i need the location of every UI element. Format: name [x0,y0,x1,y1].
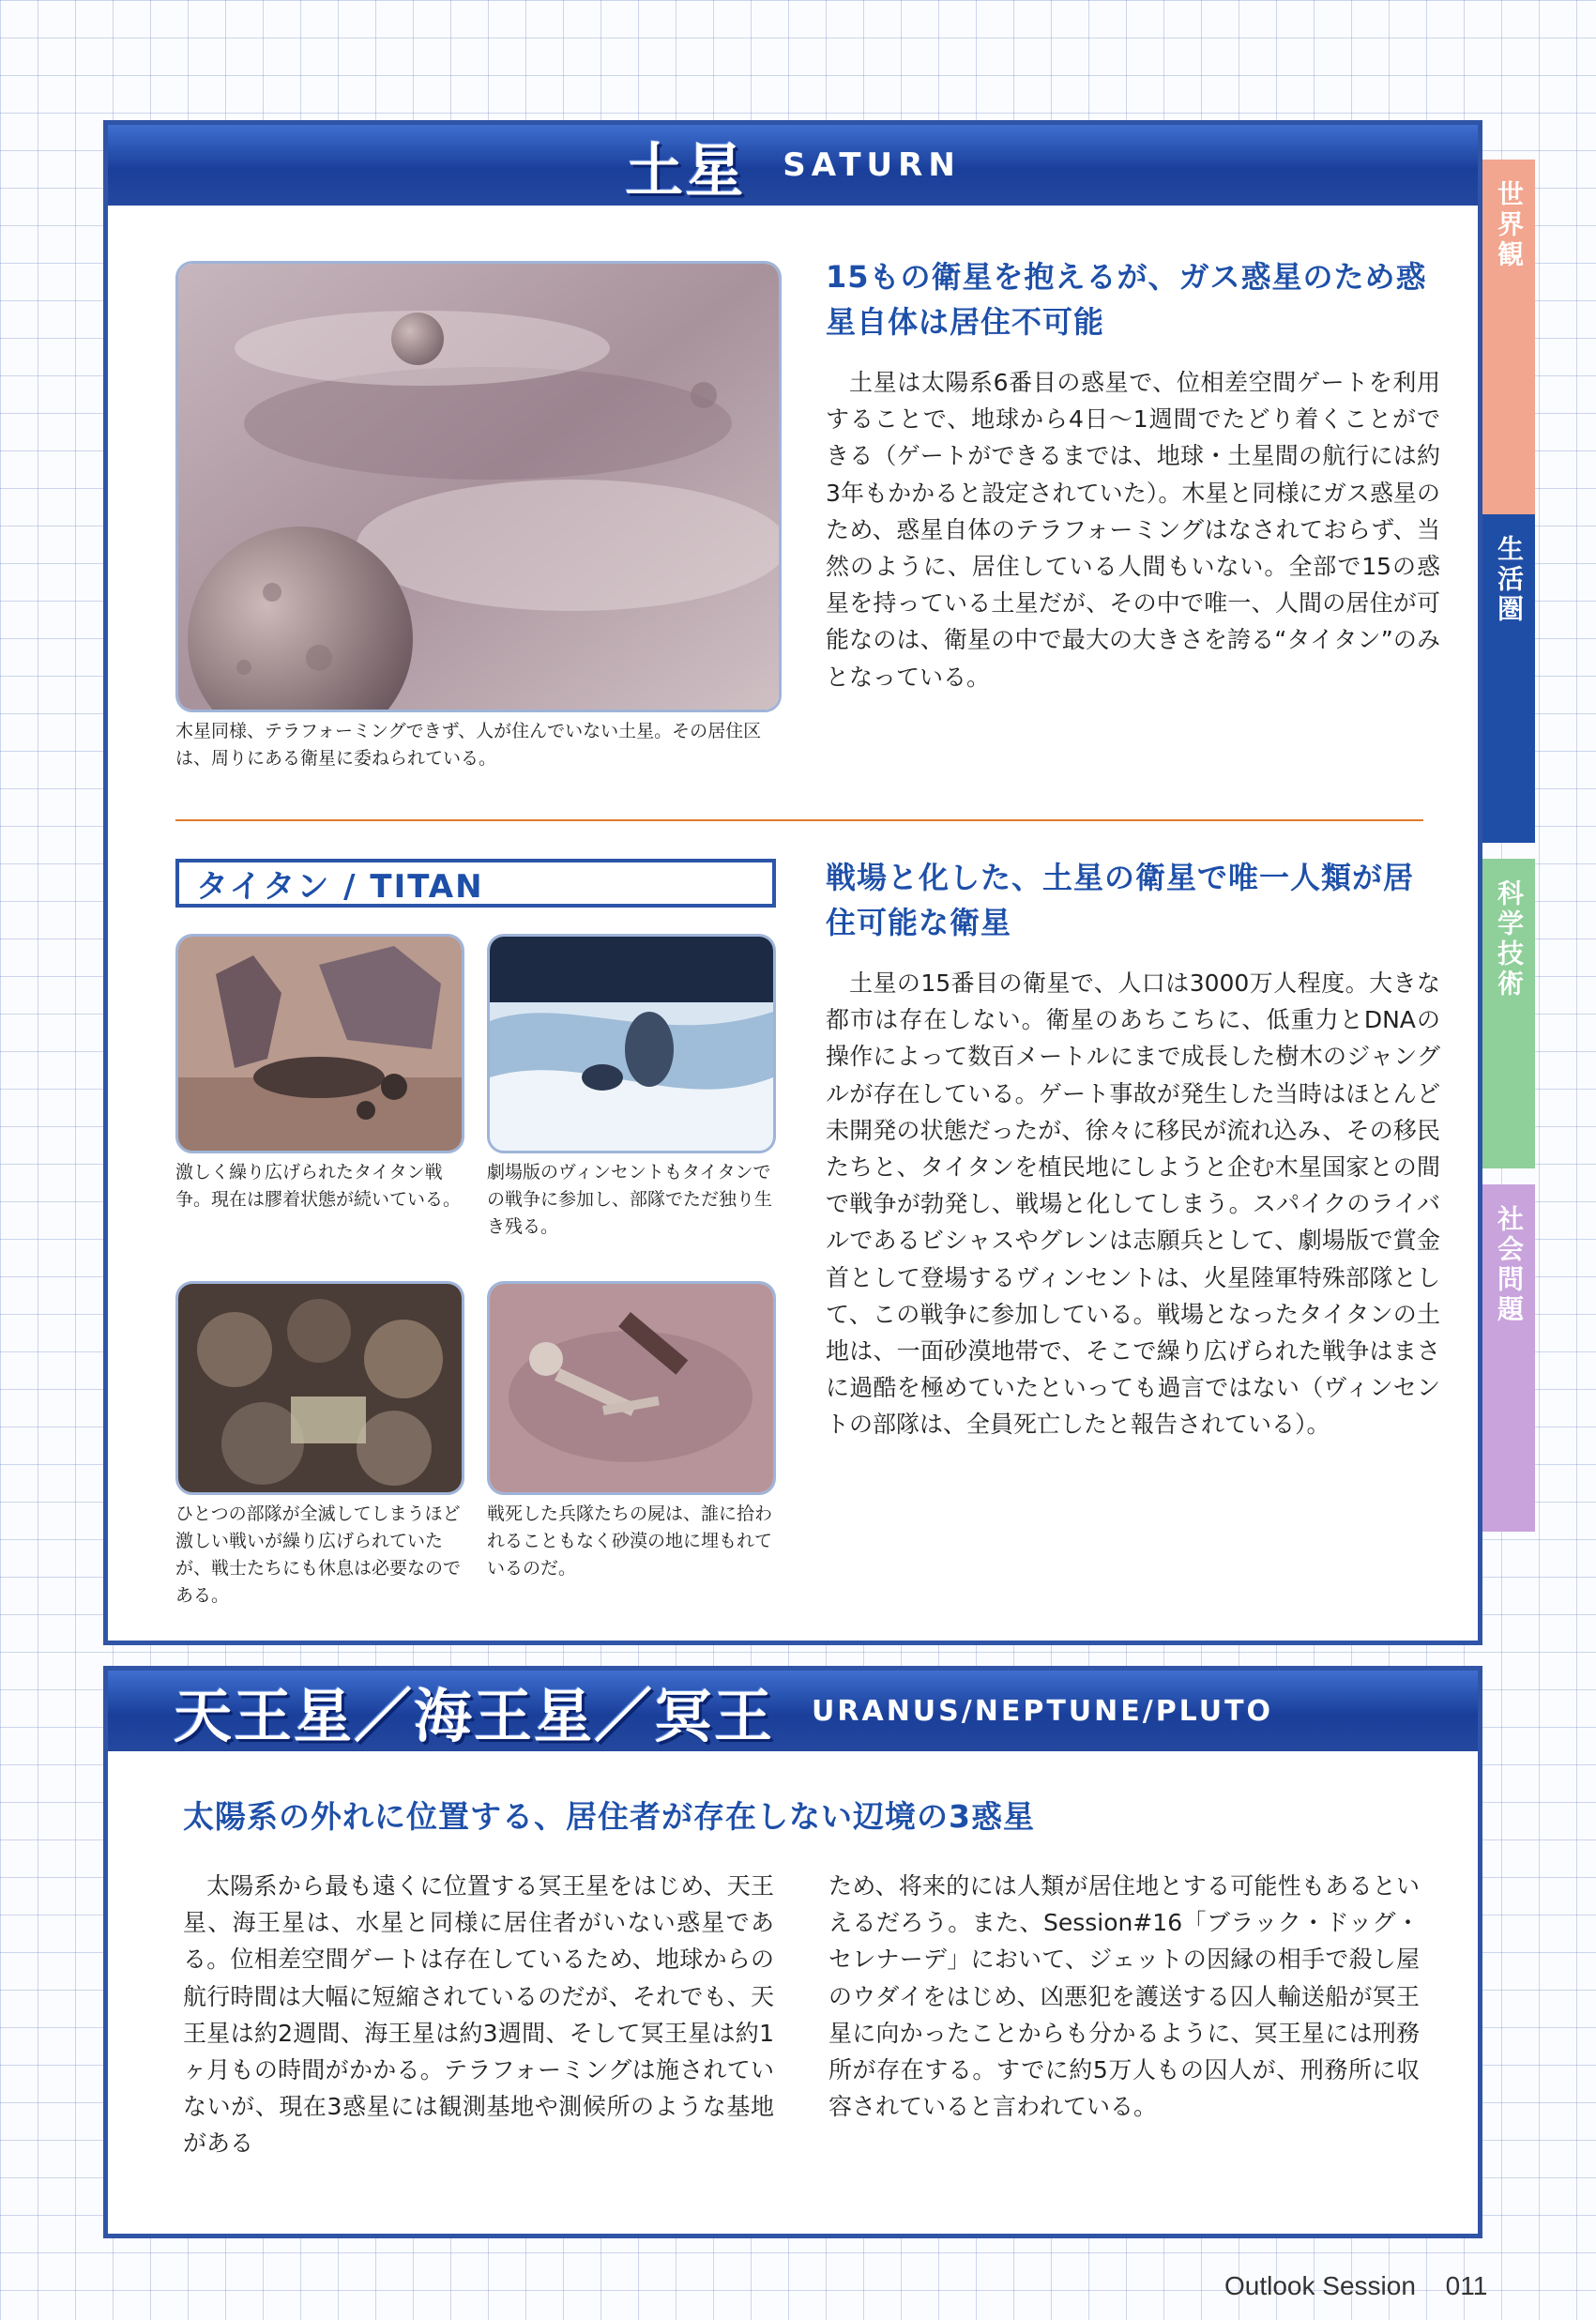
side-tab-worldview[interactable] [1482,160,1535,526]
footer-label: Outlook Session [1224,2271,1416,2300]
skeleton-illustration [490,1284,773,1492]
titan-caption-2: 劇場版のヴィンセントもタイタンでの戦争に参加し、部隊でただ独り生き残る。 [487,1162,773,1237]
outer-planets-title: 天王星／海王星／冥王 [174,1681,775,1750]
side-tab-society[interactable] [1482,1184,1535,1532]
saturn-illustration [178,264,779,710]
battlefield-illustration [178,937,462,1151]
outer-planets-title-en: URANUS/NEPTUNE/PLUTO [812,1694,1274,1728]
side-tab-label: 社会問題 [1494,1205,1525,1325]
titan-caption-3: ひとつの部隊が全滅してしまうほど激しい戦いが繰り広げられていたが、戦士たちにも休息は必要なのである。 [175,1503,462,1606]
outer-planets-body-left: 太陽系から最も遠くに位置する冥王星をはじめ、天王星、海王星は、水星と同様に居住者がいない惑星である。位相差空間ゲートは存在しているため、地球からの航行時間は大幅に短縮されているのだが、それでも、天王星は約2週間、海王星は約3週間、そして冥王星は約1ヶ月もの時間がかかる。テラフォーミングは施されていないが、現在3惑星には観測基地や測候所のような基地がある [183,1872,774,2158]
side-tab-science[interactable] [1482,859,1535,1168]
side-tab-label: 世界観 [1494,180,1525,270]
titan-photo-3 [175,1281,464,1495]
saturn-photo [175,261,782,712]
saturn-heading: 15もの衛星を抱えるが、ガス惑星のため惑星自体は居住不可能 [826,259,1427,340]
side-tab-living-sphere[interactable] [1482,514,1535,843]
saturn-photo-caption: 木星同様、テラフォーミングできず、人が住んでいない土星。その居住区は、周りにある衛星に委ねられている。 [175,721,762,769]
titan-photo-4 [487,1281,776,1495]
outer-planets-banner [108,1671,1478,1751]
saturn-title-en: SATURN [783,146,961,184]
saturn-panel [103,120,1482,1645]
titan-photo-2 [487,934,776,1153]
saturn-body: 土星は太陽系6番目の惑星で、位相差空間ゲートを利用することで、地球から4日〜1週間でたどり着くことができる（ゲートができるまでは、地球・土星間の航行には約3年もかかると設定されていた）。木星と同様にガス惑星のため、惑星自体のテラフォーミングはなされておらず、当然のように、居住している人間もいない。全部で15の惑星を持っている土星だが、その中で唯一、人間の居住が可能なのは、衛星の中で最大の大きさを誇る“タイタン”のみとなっている。 [826,369,1440,691]
snowfield-illustration [490,937,773,1151]
titan-body: 土星の15番目の衛星で、人口は3000万人程度。大きな都市は存在しない。衛星のあちこちに、低重力とDNAの操作によって数百メートルにまで成長した樹木のジャングルが存在している。ゲート事故が発生した当時はほとんど未開発の状態だったが、徐々に移民が流れ込み、その移民たちと、タイタンを植民地にしようと企む木星国家との間で戦争が勃発し、戦場と化してしまう。スパイクのライバルであるビシャスやグレンは志願兵として、劇場版で賞金首として登場するヴィンセントは、火星陸軍特殊部隊として、この戦争に参加している。戦場となったタイタンの土地は、一面砂漠地帯で、そこで繰り広げられた戦争はまさに過酷を極めていたといっても過言ではない（ヴィンセントの部隊は、全員死亡したと報告されている）。 [826,969,1440,1439]
titan-label-box [175,859,776,908]
section-divider [175,819,1423,821]
page-footer [1224,2271,1487,2301]
saturn-banner [108,125,1478,206]
titan-label: タイタン / TITAN [196,867,484,906]
page-number: 011 [1445,2271,1488,2300]
outer-planets-body-right: ため、将来的には人類が居住地とする可能性もあるといえるだろう。また、Session#16「ブラック・ドッグ・セレナーデ」において、ジェットの因縁の相手で殺し屋のウダイをはじめ、凶悪犯を護送する囚人輸送船が冥王星に向かったことからも分かるように、冥王星には刑務所が存在する。すでに約5万人もの囚人が、刑務所に収容されていると言われている。 [828,1872,1420,2121]
titan-heading: 戦場と化した、土星の衛星で唯一人類が居住可能な衛星 [826,860,1415,940]
outer-planets-panel [103,1666,1482,2238]
side-tab-label: 科学技術 [1494,879,1525,1000]
soldiers-resting-illustration [178,1284,462,1492]
saturn-title: 土星 [625,135,746,205]
titan-caption-1: 激しく繰り広げられたタイタン戦争。現在は膠着状態が続いている。 [175,1162,462,1210]
outer-planets-heading: 太陽系の外れに位置する、居住者が存在しない辺境の3惑星 [183,1798,1035,1835]
titan-caption-4: 戦死した兵隊たちの屍は、誰に拾われることもなく砂漠の地に埋もれているのだ。 [487,1503,773,1579]
titan-photo-1 [175,934,464,1153]
side-tab-label: 生活圏 [1494,535,1525,625]
